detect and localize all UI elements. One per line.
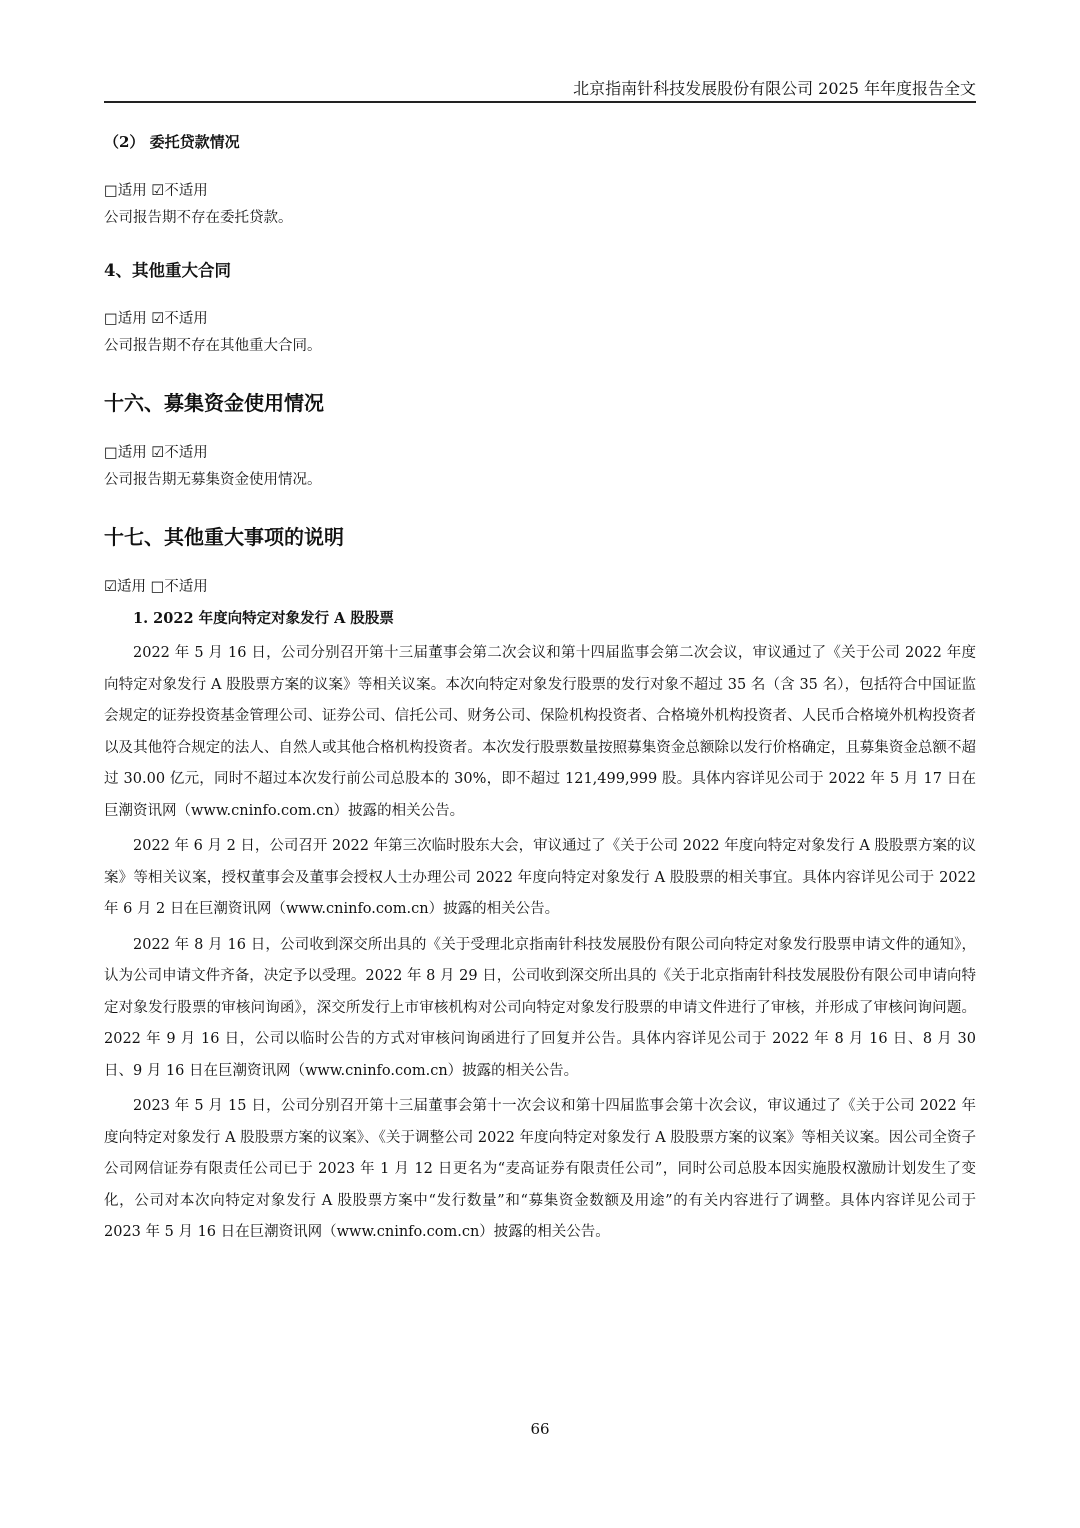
section-text: 公司报告期不存在其他重大合同。: [104, 338, 322, 354]
document-body: [104, 128, 976, 1249]
section-text: 公司报告期无募集资金使用情况。: [104, 472, 322, 488]
header-divider: [104, 101, 976, 103]
section-text: 公司报告期不存在委托贷款。: [104, 210, 293, 226]
section-other-contracts: [104, 256, 976, 360]
body-paragraph: 2022 年 6 月 2 日，公司召开 2022 年第三次临时股东大会，审议通过了《关于公司 2022 年度向特定对象发行 A 股股票方案的议案》等相关议案，授权董事会及董事会授权人士办理公司 2022 年度向特定对象发行 A 股股票的相关事宜。具体内容详见公司于 2022 年 6 月 2 日在巨潮资讯网（www.cninfo.com.cn）披露的相关公告。: [104, 838, 976, 917]
section-heading: 4、其他重大合同: [104, 261, 231, 280]
header-title: 北京指南针科技发展股份有限公司 2025 年年度报告全文: [573, 79, 976, 98]
applicability-checkbox: □适用 ☑不适用: [104, 311, 208, 327]
section-other-matters: [104, 520, 976, 1249]
body-paragraph: 2023 年 5 月 15 日，公司分别召开第十三届董事会第十一次会议和第十四届监事会第十次会议，审议通过了《关于公司 2022 年度向特定对象发行 A 股股票方案的议案》、《关于调整公司 2022 年度向特定对象发行 A 股股票方案的议案》等相关议案。因公司全资子公司网信证券有限责任公司已于 2023 年 1 月 12 日更名为“麦高证券有限责任公司”，同时公司总股本因实施股权激励计划发生了变化，公司对本次向特定对象发行 A 股股票方案中“发行数量”和“募集资金数额及用途”的有关内容进行了调整。具体内容详见公司于 2023 年 5 月 16 日在巨潮资讯网（www.cninfo.com.cn）披露的相关公告。: [104, 1098, 976, 1240]
section-fund-usage: [104, 386, 976, 494]
applicability-checkbox: □适用 ☑不适用: [104, 183, 208, 199]
applicability-checkbox: ☑适用 □不适用: [104, 579, 208, 595]
section-heading: （2） 委托贷款情况: [104, 133, 240, 151]
page-number: 66: [530, 1420, 550, 1438]
section-entrusted-loans: [104, 128, 976, 232]
body-paragraph: 2022 年 8 月 16 日，公司收到深交所出具的《关于受理北京指南针科技发展股份有限公司向特定对象发行股票申请文件的通知》，认为公司申请文件齐备，决定予以受理。2022 年 8 月 29 日，公司收到深交所出具的《关于北京指南针科技发展股份有限公司申请向特定对象发行股票的审核问询函》，深交所发行上市审核机构对公司向特定对象发行股票的申请文件进行了审核，并形成了审核问询问题。2022 年 9 月 16 日，公司以临时公告的方式对审核问询函进行了回复并公告。具体内容详见公司于 2022 年 8 月 16 日、8 月 30 日、9 月 16 日在巨潮资讯网（www.cninfo.com.cn）披露的相关公告。: [104, 936, 976, 1079]
section-heading: 十六、募集资金使用情况: [104, 391, 324, 415]
subsection-heading: 1. 2022 年度向特定对象发行 A 股股票: [133, 610, 394, 627]
applicability-checkbox: □适用 ☑不适用: [104, 445, 208, 461]
section-heading: 十七、其他重大事项的说明: [104, 525, 344, 549]
body-paragraph: 2022 年 5 月 16 日，公司分别召开第十三届董事会第二次会议和第十四届监事会第二次会议，审议通过了《关于公司 2022 年度向特定对象发行 A 股股票方案的议案》等相关议案。本次向特定对象发行股票的发行对象不超过 35 名（含 35 名），包括符合中国证监会规定的证券投资基金管理公司、证券公司、信托公司、财务公司、保险机构投资者、合格境外机构投资者、人民币合格境外机构投资者以及其他符合规定的法人、自然人或其他合格机构投资者。本次发行股票数量按照募集资金总额除以发行价格确定，且募集资金总额不超过 30.00 亿元，同时不超过本次发行前公司总股本的 30%，即不超过 121,499,999 股。具体内容详见公司于 2022 年 5 月 17 日在巨潮资讯网（www.cninfo.com.cn）披露的相关公告。: [104, 645, 976, 819]
